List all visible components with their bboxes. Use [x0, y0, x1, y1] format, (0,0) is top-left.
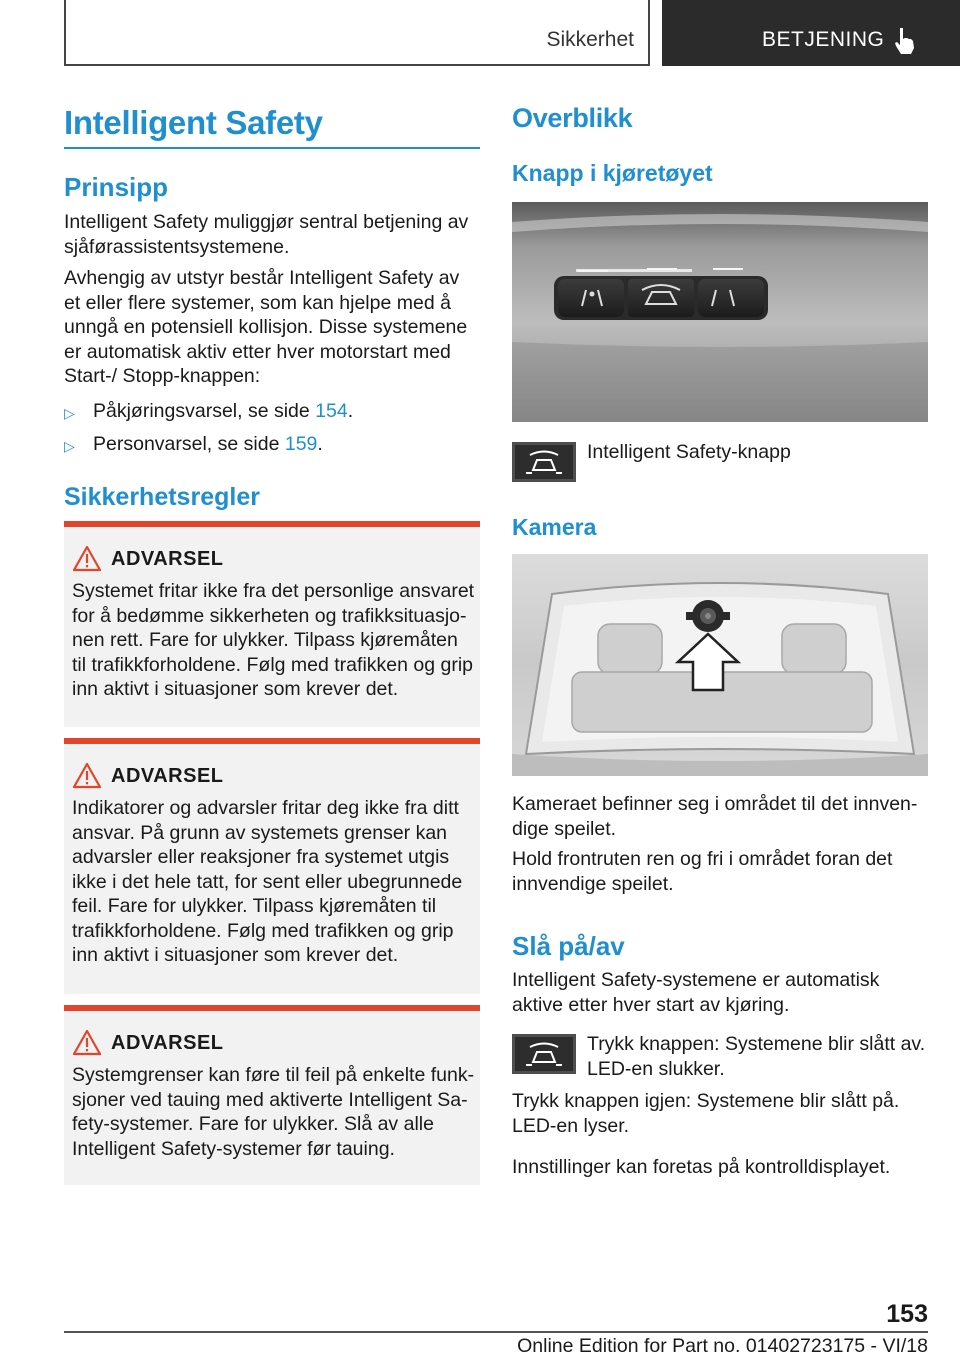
list-item: ▷ Påkjøringsvarsel, se side 154. [64, 399, 480, 425]
camera-photo [512, 554, 928, 776]
onoff-icon-text: Trykk knappen: Systemene blir slått av. LED-en slukker. [587, 1033, 926, 1080]
safety-heading: Sikkerhetsregler [64, 483, 260, 511]
overview-heading: Overblikk [512, 103, 633, 133]
pointing-hand-icon [892, 26, 918, 56]
bullet-triangle-icon: ▷ [64, 438, 75, 454]
list-item: ▷ Personvarsel, se side 159. [64, 432, 480, 458]
warning-title: ADVARSEL [111, 765, 224, 787]
chapter-tab[interactable] [662, 0, 960, 66]
camera-heading: Kamera [512, 514, 597, 540]
warning-body: Indikatorer og advarsler fritar deg ikke fra ditt ansvar. På grunn av systemets grenser kan advarsler eller reaksjoner fra systemet utgis ikke i det hele tatt, for sent eller ubegrunnede feil. Fare for ulykker. Tilpass kjøremåten til trafikkforholdene. Følg med trafikken og grip inn aktivt i situasjoner som krever det. [72, 797, 463, 966]
warning-body: Systemgrenser kan føre til feil på enkelte funksjoner ved tauing med aktiverte Intelligent Safety-systemer. Fare for ulykker. Slå av alle Intelligent Safety-systemer før tauing. [72, 1064, 475, 1160]
section-tab[interactable] [64, 0, 650, 66]
warning-triangle-icon [72, 762, 102, 790]
page-title: Intelligent Safety [64, 104, 323, 141]
bullet-triangle-icon: ▷ [64, 405, 75, 421]
intelligent-safety-button-icon [512, 442, 576, 482]
principle-heading: Prinsipp [64, 172, 169, 202]
button-heading: Knapp i kjøretøyet [512, 160, 713, 186]
warning-box [64, 1005, 480, 1185]
chapter-tab-label: BETJENING [762, 28, 885, 51]
principle-paragraph-2: Avhengig av utstyr består Intelligent Safety av et eller flere systemer, som kan hjelpe med å unngå en potensiell kollisjon. Disse systemene er automatisk aktiv etter hver motorstart med Start-/ Stopp-knappen: [64, 267, 468, 387]
button-caption: Intelligent Safety-knapp [587, 441, 791, 463]
warning-triangle-icon [72, 1029, 102, 1057]
button-panel-photo [512, 202, 928, 422]
page-link[interactable]: 159 [284, 433, 318, 455]
warning-body: Systemet fritar ikke fra det personlige ansvaret for å bedømme sikkerheten og trafikksituasjonen rett. Fare for ulykker. Tilpass kjøremåten til trafikkforholdene. Følg med trafikken og grip inn aktivt i situasjoner som krever det. [72, 580, 475, 700]
onoff-paragraph-3: Innstillinger kan foretas på kontrolldisplayet. [512, 1156, 891, 1178]
warning-title: ADVARSEL [111, 548, 224, 570]
warning-title: ADVARSEL [111, 1032, 224, 1054]
onoff-paragraph-2: Trykk knappen igjen: Systemene blir slått på. LED-en lyser. [512, 1090, 900, 1137]
camera-paragraph-1: Kameraet befinner seg i området til det innvendige speilet. [512, 793, 918, 840]
onoff-heading: Slå på/av [512, 931, 625, 961]
section-tab-label: Sikkerhet [546, 28, 634, 51]
warning-box [64, 738, 480, 994]
page-link[interactable]: 154 [315, 400, 348, 422]
camera-paragraph-2: Hold frontruten ren og fri i området foran det innvendige speilet. [512, 848, 893, 895]
footer-rule [64, 1331, 928, 1333]
intelligent-safety-button-icon [512, 1034, 576, 1074]
principle-paragraph-1: Intelligent Safety muliggjør sentral betjening av sjåførassistentsystemene. [64, 211, 469, 258]
onoff-paragraph-1: Intelligent Safety-systemene er automatisk aktive etter hver start av kjøring. [512, 969, 880, 1016]
title-rule [64, 147, 480, 149]
page-number: 153 [886, 1300, 928, 1328]
warning-box [64, 521, 480, 727]
warning-triangle-icon [72, 545, 102, 573]
edition-text: Online Edition for Part no. 01402723175 - VI/18 [517, 1335, 928, 1357]
